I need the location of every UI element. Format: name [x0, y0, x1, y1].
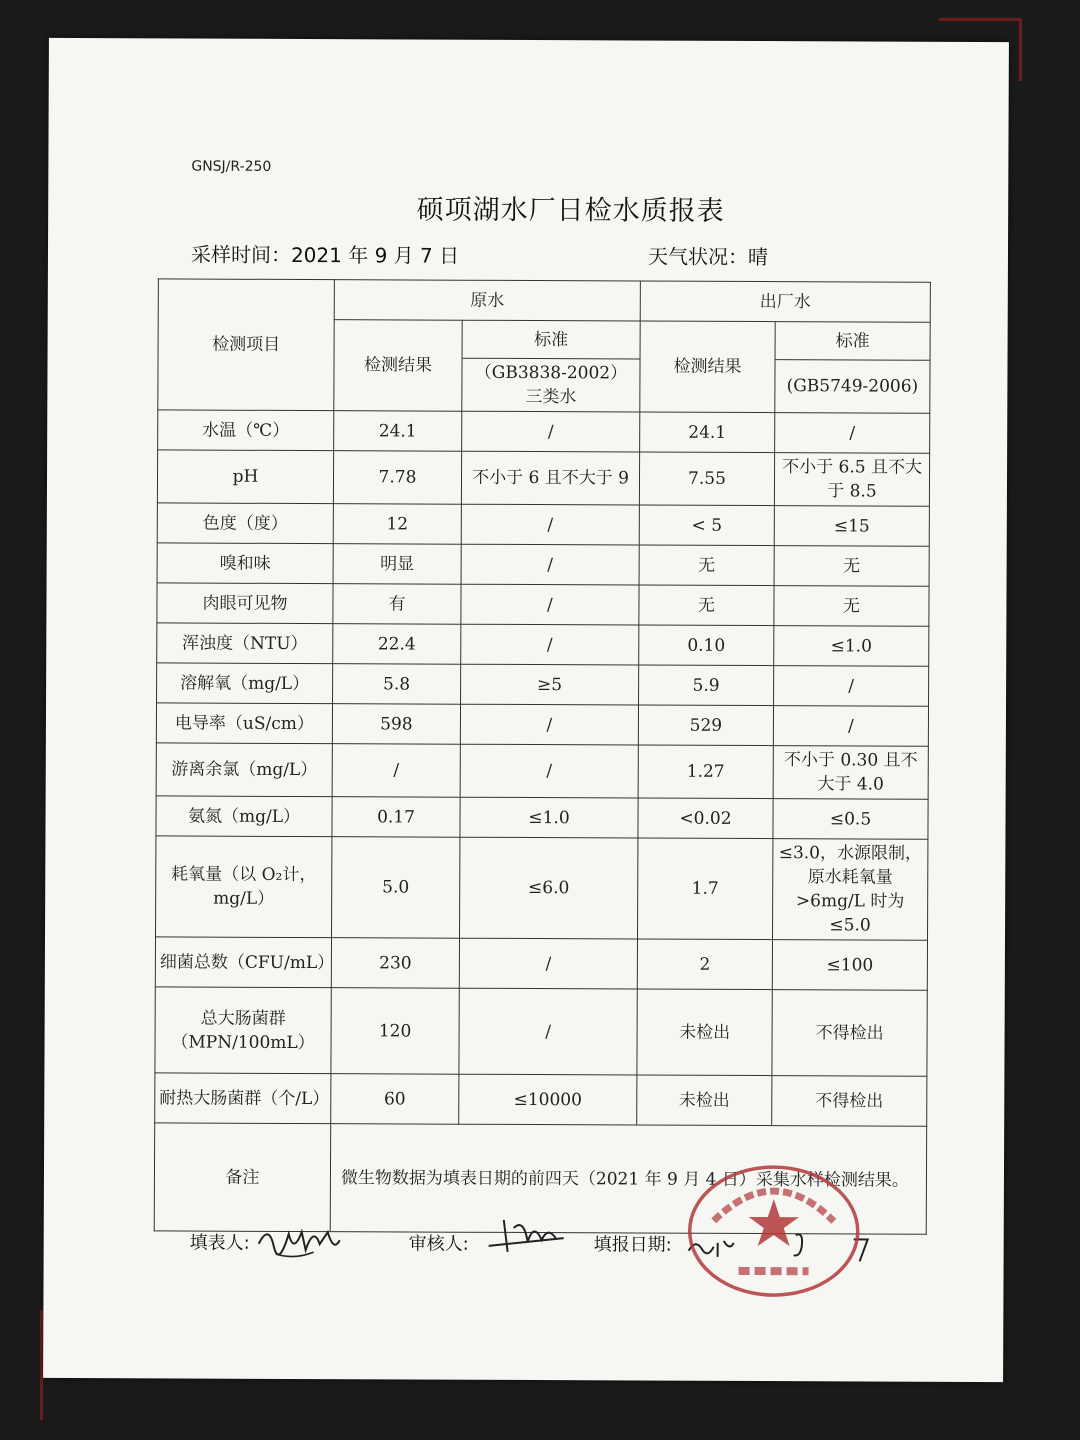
- cell-raw-std: ≤6.0: [460, 837, 638, 939]
- cell-raw-std: /: [460, 704, 638, 745]
- table-row: [157, 623, 929, 666]
- header-out-result: 检测结果: [640, 321, 775, 413]
- cell-out: 529: [638, 705, 773, 746]
- sampling-time: [191, 239, 459, 269]
- cell-item: 水温（℃）: [158, 410, 334, 451]
- cell-out-std: ≤3.0，水源限制，原水耗氧量>6mg/L 时为≤5.0: [773, 839, 928, 941]
- cell-out-std: 不得检出: [772, 990, 927, 1077]
- header-raw-standard-code: [462, 358, 640, 412]
- header-out-standard-code: (GB5749-2006): [775, 360, 930, 414]
- cell-raw: 230: [331, 938, 459, 989]
- sampling-time-value: 2021 年 9 月 7 日: [290, 242, 460, 268]
- cell-item: 浑浊度（NTU）: [157, 623, 333, 664]
- cell-item: 细菌总数（CFU/mL）: [155, 937, 331, 988]
- cell-raw: /: [332, 744, 460, 798]
- cell-raw-std: /: [461, 624, 639, 665]
- cell-item: 肉眼可见物: [157, 583, 333, 624]
- table-row: [157, 503, 929, 546]
- cell-out-std: 无: [774, 586, 929, 627]
- table-row: [156, 703, 928, 746]
- cell-out: 1.27: [638, 745, 773, 799]
- page-title: 硕项湖水厂日检水质报表: [416, 194, 725, 227]
- table-row: [156, 796, 928, 839]
- table-body: [155, 410, 930, 1126]
- cell-raw: 22.4: [333, 624, 461, 665]
- cell-item: 总大肠菌群（MPN/100mL）: [155, 987, 331, 1074]
- cell-raw: 有: [333, 584, 461, 625]
- cell-out-std: 无: [774, 546, 929, 587]
- cell-out-std: 不得检出: [772, 1076, 927, 1127]
- cell-out: 7.55: [639, 452, 774, 506]
- table-row: [155, 1073, 927, 1126]
- cell-raw: 7.78: [333, 451, 461, 505]
- table-row: [155, 937, 927, 990]
- table-row: [156, 836, 928, 940]
- weather: [648, 241, 768, 271]
- cell-out: 2: [637, 939, 772, 990]
- cell-out-std: 不小于 6.5 且不大于 8.5: [774, 453, 929, 507]
- cell-item: 溶解氧（mg/L）: [157, 663, 333, 704]
- cell-raw: 598: [332, 704, 460, 745]
- header-raw-result: 检测结果: [334, 320, 462, 412]
- cell-raw: 120: [331, 988, 459, 1075]
- table-row: [157, 450, 929, 506]
- cell-raw: 24.1: [334, 411, 462, 452]
- table-row: [158, 410, 930, 453]
- cell-out: < 5: [639, 505, 774, 546]
- cell-out-std: ≤0.5: [773, 799, 928, 840]
- cell-out: 24.1: [640, 412, 775, 453]
- cell-raw: 5.0: [332, 837, 460, 939]
- cell-out-std: /: [775, 413, 930, 454]
- cell-out: <0.02: [638, 798, 773, 839]
- cell-out: 未检出: [637, 989, 772, 1076]
- cell-raw-std: ≥5: [461, 664, 639, 705]
- cell-raw-std: /: [461, 544, 639, 585]
- cell-out-std: /: [774, 666, 929, 707]
- filler-signature: [254, 1214, 344, 1264]
- cell-item: 嗅和味: [157, 543, 333, 584]
- header-raw-standard: 标准: [462, 320, 640, 359]
- cell-item: 色度（度）: [157, 503, 333, 544]
- table-row: [157, 663, 929, 706]
- cell-item: pH: [157, 450, 333, 504]
- cell-out-std: 不小于 0.30 且不大于 4.0: [773, 746, 928, 800]
- cell-out-std: ≤100: [772, 940, 927, 991]
- raw-std-code: （GB3838-2002）: [474, 362, 628, 384]
- reviewer-signature: [484, 1208, 574, 1258]
- cell-out: 5.9: [639, 665, 774, 706]
- table-row: [157, 543, 929, 586]
- cell-raw-std: /: [460, 744, 638, 798]
- cell-item: 电导率（uS/cm）: [156, 703, 332, 744]
- cell-out: 无: [639, 545, 774, 586]
- cell-out: 未检出: [637, 1075, 772, 1126]
- cell-raw: 12: [333, 504, 461, 545]
- header-out-water: 出厂水: [640, 281, 930, 322]
- report-paper: [43, 38, 1009, 1382]
- cell-out-std: /: [773, 706, 928, 747]
- cell-out: 0.10: [639, 625, 774, 666]
- cell-raw: 60: [331, 1074, 459, 1125]
- weather-label: 天气状况：: [647, 244, 749, 269]
- cell-out: 无: [639, 585, 774, 626]
- cell-raw-std: /: [462, 411, 640, 452]
- cell-item: 耗氧量（以 O₂计，mg/L）: [156, 836, 332, 938]
- official-stamp: [683, 1161, 864, 1302]
- document-code: GNSJ/R-250: [191, 158, 272, 175]
- sampling-time-label: 采样时间：: [190, 242, 292, 267]
- cell-raw: 明显: [333, 544, 461, 585]
- date-label: 填报日期:: [593, 1234, 672, 1256]
- cell-out-std: ≤15: [774, 506, 929, 547]
- cell-raw-std: /: [461, 504, 639, 545]
- filler-label: 填表人:: [189, 1232, 250, 1254]
- cell-raw: 5.8: [333, 664, 461, 705]
- reviewer-label: 审核人:: [408, 1233, 469, 1255]
- cell-out-std: ≤1.0: [774, 626, 929, 667]
- cell-raw-std: /: [461, 584, 639, 625]
- header-out-standard: 标准: [775, 322, 930, 361]
- table-row: [157, 583, 929, 626]
- cell-item: 氨氮（mg/L）: [156, 796, 332, 837]
- table-row: [156, 743, 928, 799]
- cell-item: 游离余氯（mg/L）: [156, 743, 332, 797]
- cell-raw-std: 不小于 6 且不大于 9: [461, 451, 639, 505]
- cell-raw-std: /: [459, 988, 637, 1075]
- cell-raw-std: /: [459, 938, 637, 989]
- header-raw-water: 原水: [334, 280, 640, 321]
- cell-item: 耐热大肠菌群（个/L）: [155, 1073, 331, 1124]
- weather-value: 晴: [747, 244, 769, 270]
- cell-raw-std: ≤10000: [459, 1074, 637, 1125]
- note-label: 备注: [154, 1123, 330, 1232]
- cell-out: 1.7: [638, 838, 773, 940]
- cell-raw: 0.17: [332, 797, 460, 838]
- header-item: 检测项目: [158, 279, 335, 411]
- raw-std-class: 三类水: [525, 386, 577, 408]
- water-quality-table: [154, 278, 931, 1234]
- table-row: [155, 987, 927, 1076]
- note-text: 微生物数据为填表日期的前四天（2021 年 9 月 4 日）采集水样检测结果。: [330, 1124, 926, 1235]
- cell-raw-std: ≤1.0: [460, 797, 638, 838]
